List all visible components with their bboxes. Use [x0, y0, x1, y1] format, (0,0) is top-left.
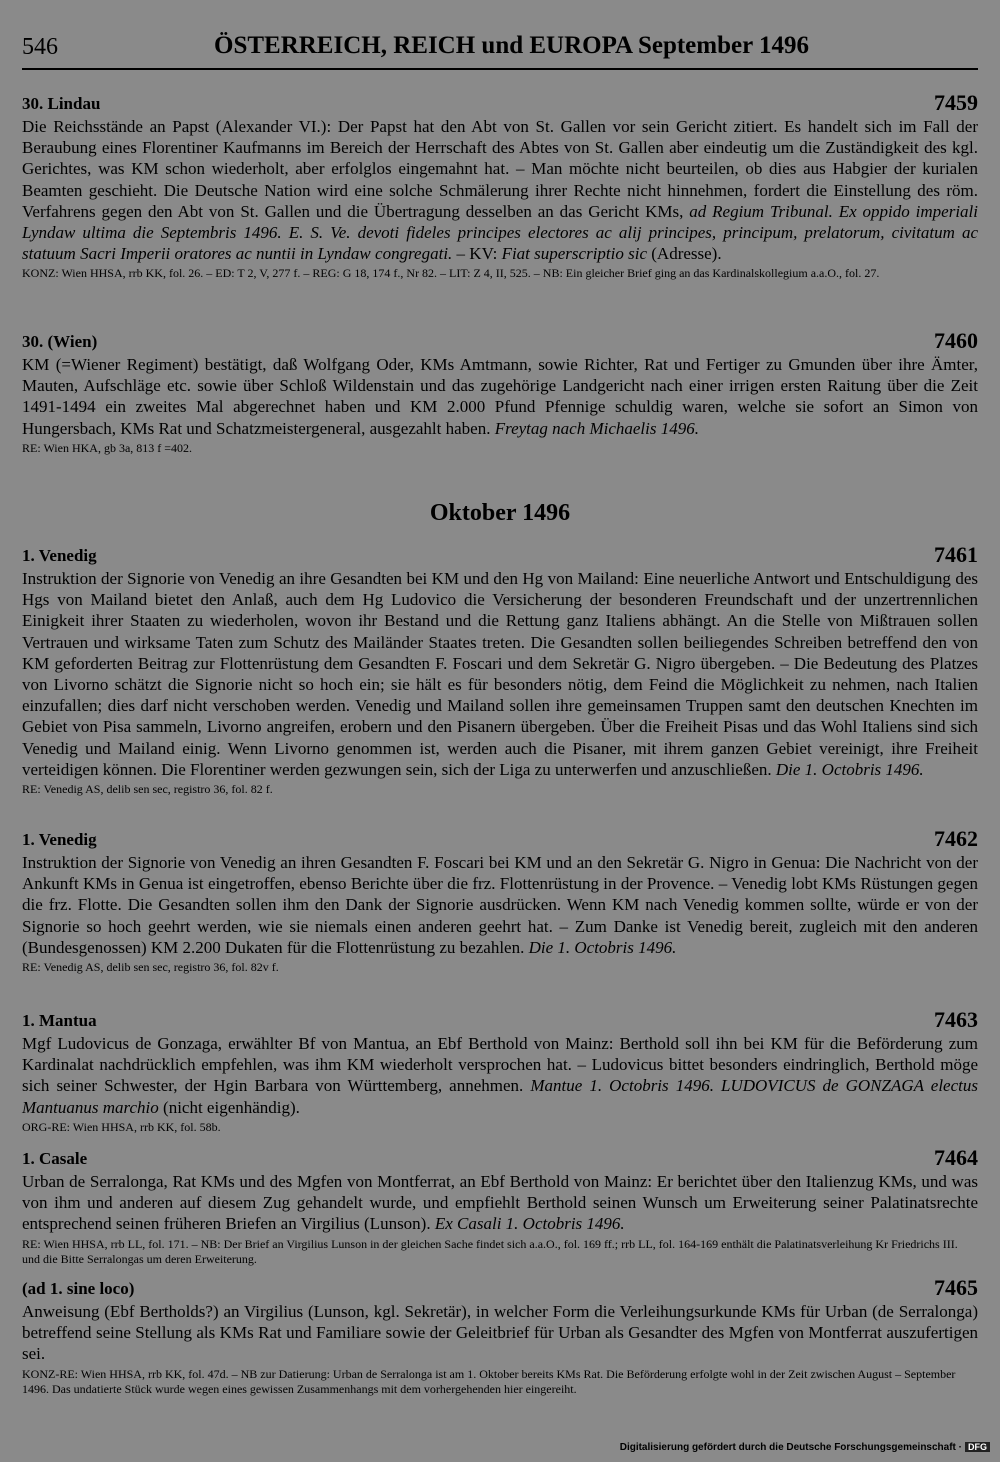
regest-entry-7459: [22, 90, 978, 282]
entry-text: Anweisung (Ebf Bertholds?) an Virgilius (Lunson, kgl. Sekretär), in welcher Form die Verleihungsurkunde KMs für Urban (de Serralonga) betreffend seine Stellung als KMs Rat und Familiare sowie der Geleitbrief für Urban als Gesandter des Mgfen von Montferrat auszufertigen sei.: [22, 1302, 978, 1364]
regest-entry-7465: [22, 1275, 978, 1398]
entry-place-date: 30. Lindau: [22, 94, 101, 113]
page-number: 546: [22, 34, 58, 60]
entry-number: 7459: [934, 90, 978, 115]
entry-source-note: KONZ-RE: Wien HHSA, rrb KK, fol. 47d. – NB zur Datierung: Urban de Serralonga ist am 1. Oktober bereits KMs Rat. Die Beförderung erfolgte wohl in der Zeit zwischen August – September 1496. Das undatierte Stück wurde wegen eines gewissen Zusammenhangs mit dem vorhergehenden hier eingereiht.: [22, 1366, 956, 1397]
entry-text: Mgf Ludovicus de Gonzaga, erwählter Bf von Mantua, an Ebf Berthold von Mainz: Berthold soll ihn bei KM für die Beförderung zum Kardinalat nachdrücklich empfehlen, was ihm KM wiederholt versprochen hat. – Ludovicus bittet besonders eindringlich, Berthold möge sich seiner Schwester, der Hgin Barbara von Württemberg, annehmen. Mantue 1. Octobris 1496. LUDOVICUS de GONZAGA electus Mantuanus marchio (nicht eigenhändig).: [22, 1034, 978, 1117]
digitization-credit: [620, 1442, 990, 1453]
running-title: ÖSTERREICH, REICH und EUROPA September 1496: [214, 32, 809, 59]
entry-place-date: 1. Venedig: [22, 830, 97, 849]
regest-entry-7462: [22, 826, 978, 976]
entry-number: 7464: [934, 1145, 978, 1170]
entry-number: 7463: [934, 1007, 978, 1032]
entry-heading: [22, 826, 978, 852]
entry-heading: [22, 1275, 978, 1301]
entry-source-note: RE: Wien HHSA, rrb LL, fol. 171. – NB: Der Brief an Virgilius Lunson in der gleichen Sache findet sich a.a.O., fol. 169 ff.; rrb LL, fol. 164-169 enthält die Palatinatsverleihung Kr Friedrichs III. und die Bitte Serralongas um deren Erweiterung.: [22, 1236, 958, 1267]
regest-entry-7460: [22, 328, 978, 456]
regest-entry-7461: [22, 542, 978, 798]
entry-heading: [22, 90, 978, 116]
entry-heading: [22, 1145, 978, 1171]
entry-source-note: RE: Wien HKA, gb 3a, 813 f =402.: [22, 440, 193, 455]
header-rule: [22, 68, 978, 70]
entry-source-note: RE: Venedig AS, delib sen sec, registro 36, fol. 82 f.: [22, 782, 273, 797]
entry-place-date: (ad 1. sine loco): [22, 1279, 135, 1298]
entry-source-note: RE: Venedig AS, delib sen sec, registro 36, fol. 82v f.: [22, 960, 279, 975]
entry-number: 7460: [934, 328, 978, 353]
entry-text: KM (=Wiener Regiment) bestätigt, daß Wolfgang Oder, KMs Amtmann, sowie Richter, Rat und Fertiger zu Gmunden über ihre Ämter, Mauten, Aufschläge etc. sowie über Schloß Wildenstain und das zugehörige Landgericht nach einer irrigen ersten Raitung über die Zeit 1491-1494 ein zweites Mal abgerechnet haben und KM 2.000 Pfund Pfennige schuldig waren, welche sie sofort an Simon von Hungersbach, KMs Rat und Schatzmeistergeneral, ausgezahlt haben. Freytag nach Michaelis 1496.: [22, 355, 978, 438]
entry-heading: [22, 1007, 978, 1033]
dfg-logo: DFG: [965, 1442, 990, 1452]
regest-entry-7464: [22, 1145, 978, 1268]
entry-place-date: 1. Venedig: [22, 546, 97, 565]
entry-number: 7462: [934, 826, 978, 851]
entry-text: Instruktion der Signorie von Venedig an ihre Gesandten bei KM und den Hg von Mailand: Eine neuerliche Antwort und Entschuldigung des Hgs von Mailand bietet den Anlaß, auch dem Hg Ludovico die Versicherung der besonderen Freundschaft und der unzertrennlichen Einigkeit ihrer Staaten zu wiederholen, wovon ihr Bestand und die Rettung ganz Italiens abhängt. An die Stelle von Mißtrauen sollen Vertrauen und wirksame Taten zum Schutz des Mailänder Staates treten. Die Gesandten sollen beiliegendes Schreiben betreffend den von KM geforderten Beitrag zur Flottenrüstung dem Gesandten F. Foscari und dem Sekretär G. Nigro übergeben. – Die Bedeutung des Platzes von Livorno schätzt die Signorie nicht so hoch ein; sie hält es für besonders nötig, dem Feind die Möglichkeit zu nehmen, nach Italien einzufallen; dies darf nicht verschoben werden. Venedig und Mailand sollen ihre gemeinsamen Truppen samt den deutschen Knechten im Gebiet von Pisa sammeln, Livorno angreifen, erobern und den Pisanern übergeben. Über die Freiheit Pisas und das Wohl Italiens sind sich Venedig und Mailand einig. Wenn Livorno genommen ist, werden auch die Pisaner, mit ihrem ganzen Gebiet vereinigt, ihre Freiheit verteidigen können. Die Florentiner werden gezwungen sein, sich der Liga zu unterwerfen und anzuschließen. Die 1. Octobris 1496.: [22, 569, 978, 779]
entry-text: Urban de Serralonga, Rat KMs und des Mgfen von Montferrat, an Ebf Berthold von Mainz: Er berichtet über den Italienzug KMs, und was von ihm und anderen auf diesem Zug gehandelt wurde, und empfiehlt Berthold seinen Wunsch um Erweiterung seiner Palatinatsrechte entsprechend seinen früheren Briefen an Virgilius (Lunson). Ex Casali 1. Octobris 1496.: [22, 1172, 978, 1234]
entry-heading: [22, 542, 978, 568]
entry-source-note: KONZ: Wien HHSA, rrb KK, fol. 26. – ED: T 2, V, 277 f. – REG: G 18, 174 f., Nr 82. – LIT: Z 4, II, 525. – NB: Ein gleicher Brief ging an das Kardinalskollegium a.a.O., fol. 27.: [22, 266, 880, 281]
running-header: [22, 30, 982, 70]
credit-text: Digitalisierung gefördert durch die Deutsche Forschungsgemeinschaft ·: [619, 1442, 962, 1453]
regest-entry-7463: [22, 1007, 978, 1135]
entry-place-date: 1. Casale: [22, 1149, 88, 1168]
entry-number: 7465: [934, 1275, 978, 1300]
entry-heading: [22, 328, 978, 354]
entry-place-date: 30. (Wien): [22, 332, 98, 351]
entry-text: Instruktion der Signorie von Venedig an ihren Gesandten F. Foscari bei KM und an den Sekretär G. Nigro in Genua: Die Nachricht von der Ankunft KMs in Genua ist eingetroffen, ebenso Berichte über die frz. Flottenrüstung in der Provence. – Venedig lobt KMs Rüstungen gegen die frz. Flotte. Die Gesandten sollen ihm den Dank der Signorie ausdrücken. Wenn KM nach Venedig kommen sollte, würde er von der Signorie so hoch geehrt werden, wie sie niemals einen anderen geehrt hat. – Zum Danke ist Venedig bereit, zugleich mit den anderen (Bundesgenossen) KM 2.200 Dukaten für die Flottenrüstung zu bezahlen. Die 1. Octobris 1496.: [22, 853, 978, 957]
section-title: Oktober 1496: [429, 500, 571, 526]
entry-source-note: ORG-RE: Wien HHSA, rrb KK, fol. 58b.: [22, 1119, 221, 1134]
entry-number: 7461: [934, 542, 978, 567]
entry-text: Die Reichsstände an Papst (Alexander VI.): Der Papst hat den Abt von St. Gallen vor sein Gericht zitiert. Es handelt sich im Fall der Beraubung eines Florentiner Kaufmanns im Bereich der Herrschaft des Abtes von St. Gallen aber eindeutig um die Zuständigkeit des kgl. Gerichtes, was KM schon wiederholt, aber erfolglos eingemahnt hat. – Man möchte nicht beurteilen, ob dies aus Habgier der kurialen Beamten geschieht. Die Deutsche Nation wird eine solche Schmälerung ihrer Rechte nicht hinnehmen, fordert die Einstellung des röm. Verfahrens gegen den Abt von St. Gallen und die Übertragung desselben an das Gericht KMs, ad Regium Tribunal. Ex oppido imperiali Lyndaw ultima die Septembris 1496. E. S. Ve. devoti fideles principes electores ac alij principes, principum, prelatorum, civitatum ac statuum Sacri Imperii oratores ac nuntii in Lyndaw congregati. – KV: Fiat superscriptio sic (Adresse).: [22, 117, 978, 264]
entry-place-date: 1. Mantua: [22, 1011, 97, 1030]
